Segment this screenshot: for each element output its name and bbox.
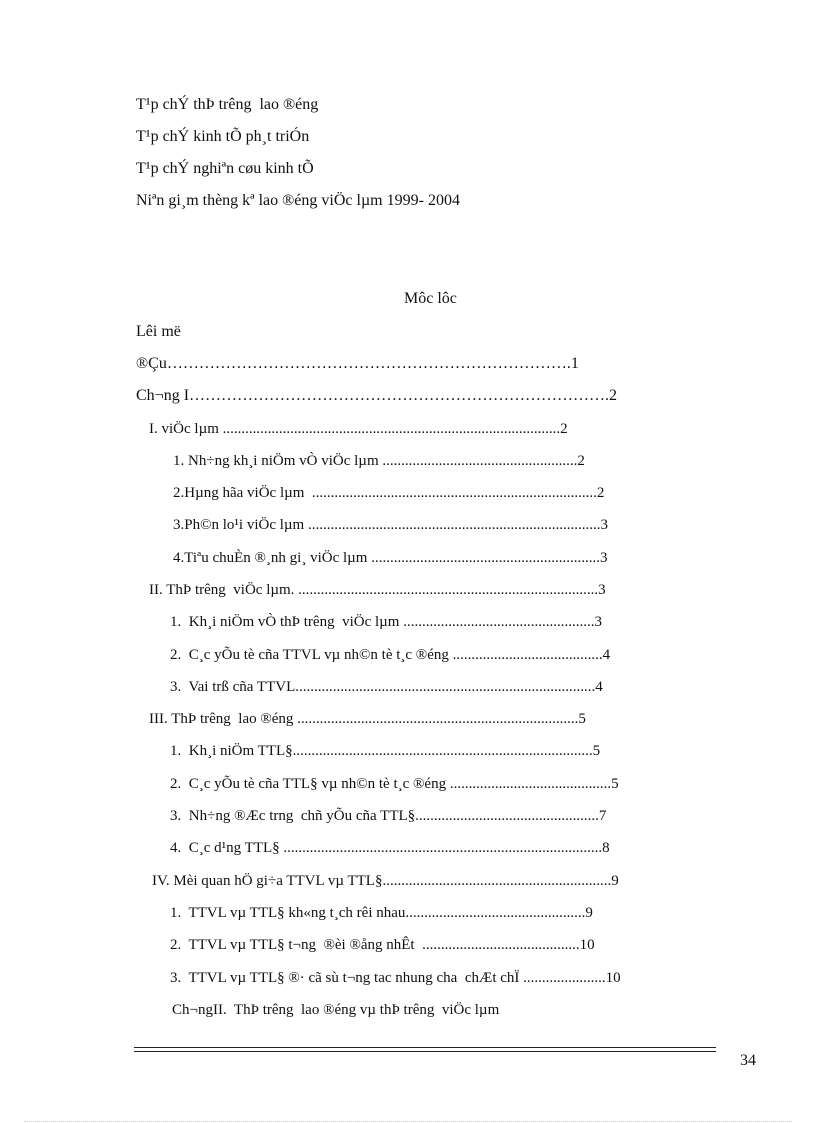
reference-item: T¹p chÝ kinh tÕ ph¸t triÓn xyxy=(136,128,310,145)
footer-rule xyxy=(134,1051,716,1052)
toc-entry: Ch¬ng I…………………………………………………………………….2 xyxy=(136,387,618,404)
toc-entry: II. ThÞ trêng viÖc lµm. ................................................................................3 xyxy=(149,582,606,598)
toc-entry: 1. Kh¸i niÖm TTL§................................................................................5 xyxy=(170,743,601,759)
toc-entry: 4.Tiªu chuÈn ®¸nh gi¸ viÖc lµm .............................................................3 xyxy=(173,550,608,566)
toc-entry: 3. Vai trß cña TTVL................................................................................4 xyxy=(170,679,603,695)
toc-entry: 1. TTVL vµ TTL§ kh«ng t¸ch rêi nhau................................................9 xyxy=(170,905,593,921)
toc-entry: III. ThÞ trêng lao ®éng ...........................................................................5 xyxy=(149,711,586,727)
toc-entry: I. viÖc lµm ..........................................................................................2 xyxy=(149,421,568,437)
references-list xyxy=(136,94,460,222)
toc-entry: IV. Mèi quan hÖ gi÷a TTVL vµ TTL§.............................................................9 xyxy=(152,873,619,889)
toc-entry: 4. C¸c d¹ng TTL§ .....................................................................................8 xyxy=(170,840,610,856)
toc-entry: 2.Hµng hãa viÖc lµm ............................................................................2 xyxy=(173,485,605,501)
toc-entry: 1. Nh÷ng kh¸i niÖm vÒ viÖc lµm ....................................................2 xyxy=(173,453,585,469)
toc-entry: Ch¬ngII. ThÞ trêng lao ®éng vµ thÞ trêng viÖc lµm xyxy=(172,1002,500,1018)
toc-entry: 2. TTVL vµ TTL§ t¬ng ®èi ®ång nhÊt ..........................................10 xyxy=(170,937,595,953)
toc-entry: ®Çu………………………………………………………………….1 xyxy=(136,355,579,372)
toc-entry: Lêi më xyxy=(136,323,181,340)
toc-entry: 2. C¸c yÕu tè cña TTVL vµ nh©n tè t¸c ®éng ........................................4 xyxy=(170,647,611,663)
toc-entry: 1. Kh¸i niÖm vÒ thÞ trêng viÖc lµm ...................................................3 xyxy=(170,614,602,630)
reference-item: T¹p chÝ thÞ trêng lao ®éng xyxy=(136,96,319,113)
toc-entry: 3. Nh÷ng ®Æc trng chñ yÕu cña TTL§.................................................7 xyxy=(170,808,607,824)
toc-entry: 2. C¸c yÕu tè cña TTL§ vµ nh©n tè t¸c ®éng ...........................................5 xyxy=(170,776,619,792)
toc-entry: 3. TTVL vµ TTL§ ®· cã sù t¬ng tac nhung cha chÆt chÏ ......................10 xyxy=(170,970,621,986)
footer-rule xyxy=(134,1047,716,1048)
page-bottom-border xyxy=(24,1121,792,1122)
toc-entry: 3.Ph©n lo¹i viÖc lµm ..............................................................................3 xyxy=(173,517,608,533)
toc-title: Môc lôc xyxy=(404,290,457,307)
reference-item: Niªn gi¸m thèng kª lao ®éng viÖc lµm 1999- 2004 xyxy=(136,192,460,209)
page-number: 34 xyxy=(740,1052,756,1069)
reference-item: T¹p chÝ nghiªn cøu kinh tÕ xyxy=(136,160,314,177)
